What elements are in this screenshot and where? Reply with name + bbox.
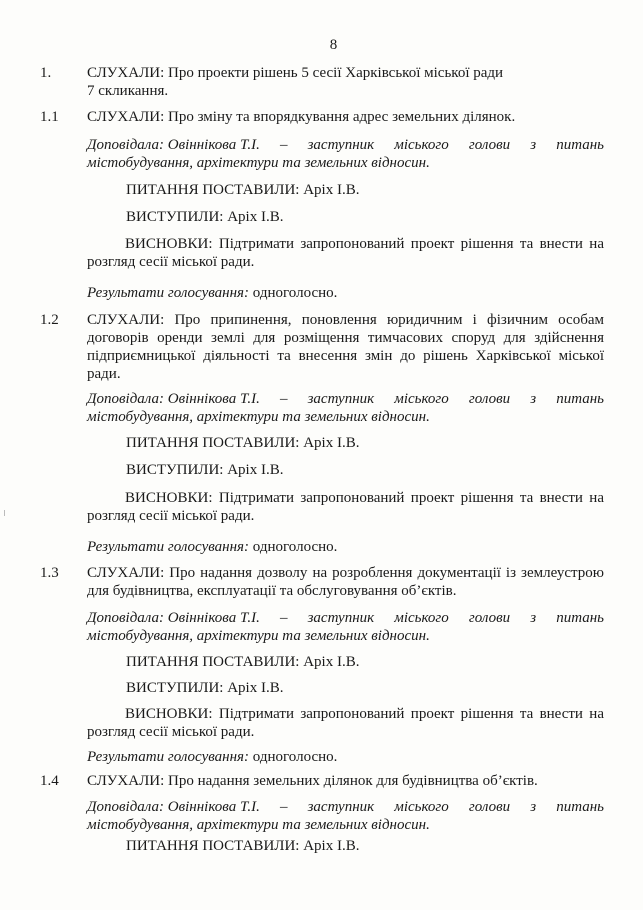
questions-line: ПИТАННЯ ПОСТАВИЛИ: Аріх І.В.: [126, 182, 360, 198]
scan-margin-mark: [4, 510, 5, 516]
item-heard-text: [87, 64, 604, 100]
speaker-position: містобудування, архітектури та земельних відносин.: [87, 817, 430, 833]
vote-value: одноголосно.: [249, 749, 338, 765]
vote-value: одноголосно.: [249, 539, 338, 555]
speaker-block: Доповідала: Овіннікова Т.І. – заступник міського голови з питань містобудування, архітектури та земельних відносин.: [87, 799, 604, 833]
item-number: 1.: [40, 65, 52, 81]
speaker-position: містобудування, архітектури та земельних відносин.: [87, 155, 430, 171]
questions-line: ПИТАННЯ ПОСТАВИЛИ: Аріх І.В.: [126, 838, 360, 854]
conclusion-text: ВИСНОВКИ: Підтримати запропонований проект рішення та внести на розгляд сесії міської ради.: [87, 490, 604, 524]
heard-label: СЛУХАЛИ:: [87, 565, 165, 581]
item-heard-text: [87, 564, 604, 600]
heard-label: СЛУХАЛИ:: [87, 65, 165, 81]
questions-line: ПИТАННЯ ПОСТАВИЛИ: Аріх І.В.: [126, 435, 360, 451]
heard-label: СЛУХАЛИ:: [87, 312, 165, 328]
vote-label: Результати голосування:: [87, 539, 250, 555]
heard-label: СЛУХАЛИ:: [87, 109, 165, 125]
vote-result: [87, 748, 604, 766]
page-number: 8: [329, 37, 338, 53]
spoke-line: ВИСТУПИЛИ: Аріх І.В.: [126, 462, 284, 478]
vote-label: Результати голосування:: [87, 749, 250, 765]
vote-result: [87, 538, 604, 556]
speaker-block: Доповідала: Овіннікова Т.І. – заступник міського голови з питань містобудування, архітектури та земельних відносин.: [87, 137, 604, 171]
spoke-line: ВИСТУПИЛИ: Аріх І.В.: [126, 680, 284, 696]
heard-subject: Про надання дозволу на розроблення документації із землеустрою для будівництва, експлуатації та обслуговування об’єктів.: [87, 565, 604, 599]
vote-result: [87, 284, 604, 302]
heard-subject: Про зміну та впорядкування адрес земельних ділянок.: [164, 109, 516, 125]
heard-subject: Про проекти рішень 5 сесії Харківської міської ради: [164, 65, 504, 81]
item-heard-text: [87, 108, 604, 126]
speaker-position: містобудування, архітектури та земельних відносин.: [87, 409, 430, 425]
speaker-block: Доповідала: Овіннікова Т.І. – заступник міського голови з питань містобудування, архітектури та земельних відносин.: [87, 391, 604, 425]
item-number: 1.1: [40, 109, 59, 125]
speaker-label-name: Доповідала: Овіннікова Т.І.: [87, 137, 260, 153]
vote-label: Результати голосування:: [87, 285, 250, 301]
conclusion-text: ВИСНОВКИ: Підтримати запропонований проект рішення та внести на розгляд сесії міської ради.: [87, 236, 604, 270]
speaker-label-name: Доповідала: Овіннікова Т.І.: [87, 610, 260, 626]
item-heard-text: [87, 311, 604, 383]
heard-label: СЛУХАЛИ:: [87, 773, 165, 789]
speaker-block: Доповідала: Овіннікова Т.І. – заступник міського голови з питань містобудування, архітектури та земельних відносин.: [87, 610, 604, 644]
vote-value: одноголосно.: [249, 285, 338, 301]
speaker-label-name: Доповідала: Овіннікова Т.І.: [87, 391, 260, 407]
heard-subject: Про надання земельних ділянок для будівництва об’єктів.: [164, 773, 538, 789]
spoke-line: ВИСТУПИЛИ: Аріх І.В.: [126, 209, 284, 225]
item-heard-text: [87, 772, 604, 790]
item-number: 1.4: [40, 773, 59, 789]
speaker-label-name: Доповідала: Овіннікова Т.І.: [87, 799, 260, 815]
conclusion-text: ВИСНОВКИ: Підтримати запропонований проект рішення та внести на розгляд сесії міської ради.: [87, 706, 604, 740]
item-number: 1.3: [40, 565, 59, 581]
questions-line: ПИТАННЯ ПОСТАВИЛИ: Аріх І.В.: [126, 654, 360, 670]
heard-subject: Про припинення, поновлення юридичним і фізичним особам договорів оренди землі для розміщення тимчасових споруд для здійснення підприємницької діяльності та внесення змін до рішень Харківської міської ради.: [87, 312, 604, 382]
speaker-position: містобудування, архітектури та земельних відносин.: [87, 628, 430, 644]
item-number: 1.2: [40, 312, 59, 328]
heard-subject-cont: 7 скликання.: [87, 83, 169, 99]
